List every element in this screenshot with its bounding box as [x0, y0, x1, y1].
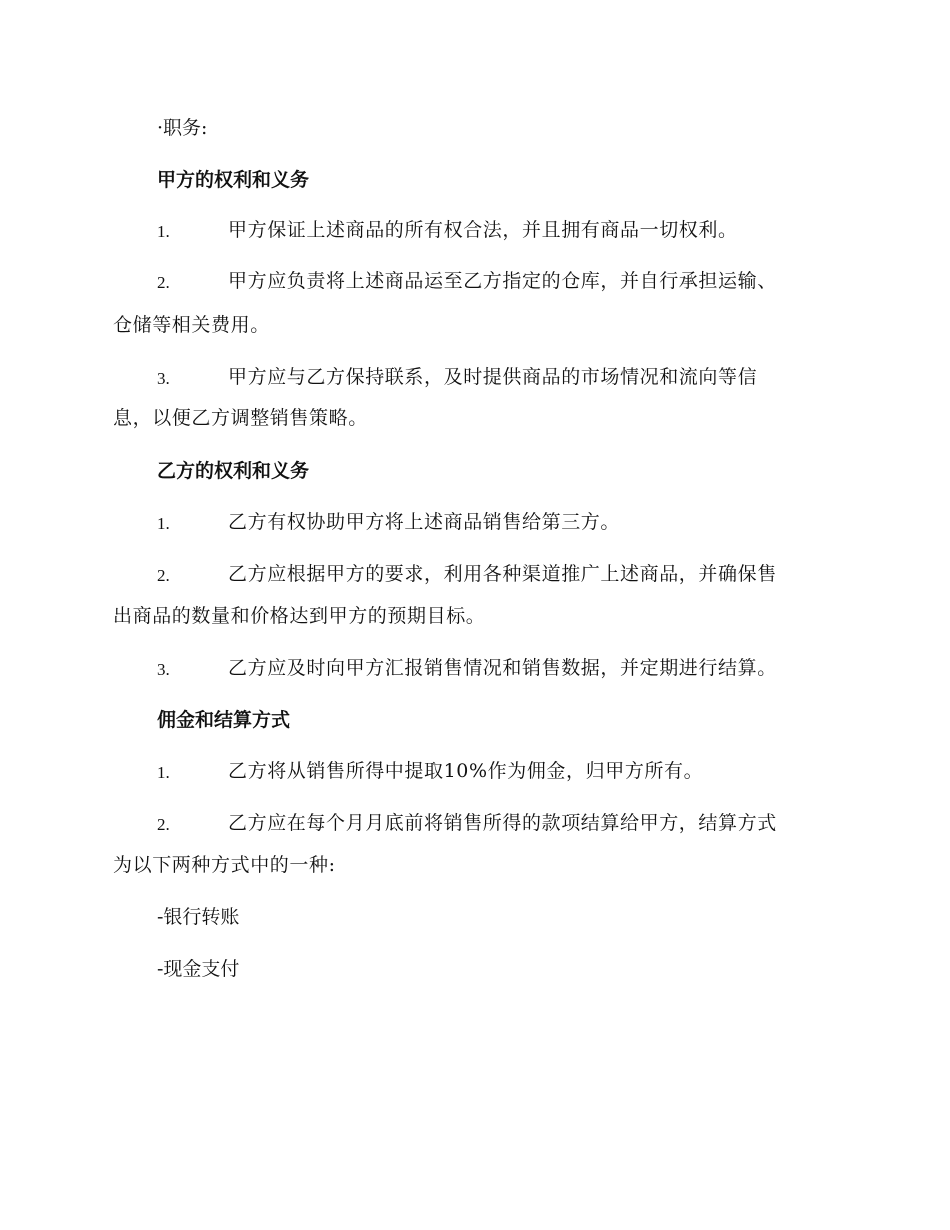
item-text: 甲方保证上述商品的所有权合法，并且拥有商品一切权利。	[228, 219, 738, 241]
item-number: 3.	[157, 369, 170, 388]
payment-option-bank-transfer: -银行转账	[157, 906, 240, 928]
item-text-continuation: 仓储等相关费用。	[113, 314, 270, 336]
item-number: 2.	[157, 566, 170, 585]
payment-option-cash: -现金支付	[157, 958, 240, 980]
item-text: 甲方应负责将上述商品运至乙方指定的仓库，并自行承担运输、	[228, 270, 777, 292]
item-number: 2.	[157, 815, 170, 834]
item-text: 乙方应在每个月月底前将销售所得的款项结算给甲方，结算方式	[228, 812, 777, 834]
item-number: 1.	[157, 222, 170, 241]
section-heading-party-b: 乙方的权利和义务	[157, 460, 310, 482]
item-number: 2.	[157, 273, 170, 292]
item-text-continuation: 出商品的数量和价格达到甲方的预期目标。	[113, 605, 486, 627]
item-number: 3.	[157, 660, 170, 679]
item-number: 1.	[157, 514, 170, 533]
item-text-continuation: 为以下两种方式中的一种:	[113, 854, 336, 876]
item-text: 乙方应及时向甲方汇报销售情况和销售数据，并定期进行结算。	[228, 657, 777, 679]
item-text: 乙方应根据甲方的要求，利用各种渠道推广上述商品，并确保售	[228, 563, 777, 585]
section-heading-commission: 佣金和结算方式	[157, 709, 291, 731]
duties-label: ·职务:	[157, 117, 208, 139]
item-text: 乙方将从销售所得中提取10%作为佣金，归甲方所有。	[228, 760, 704, 782]
section-heading-party-a: 甲方的权利和义务	[157, 169, 310, 191]
item-text: 甲方应与乙方保持联系，及时提供商品的市场情况和流向等信	[228, 366, 758, 388]
item-text-continuation: 息，以便乙方调整销售策略。	[113, 407, 368, 429]
item-number: 1.	[157, 763, 170, 782]
item-text: 乙方有权协助甲方将上述商品销售给第三方。	[228, 511, 621, 533]
